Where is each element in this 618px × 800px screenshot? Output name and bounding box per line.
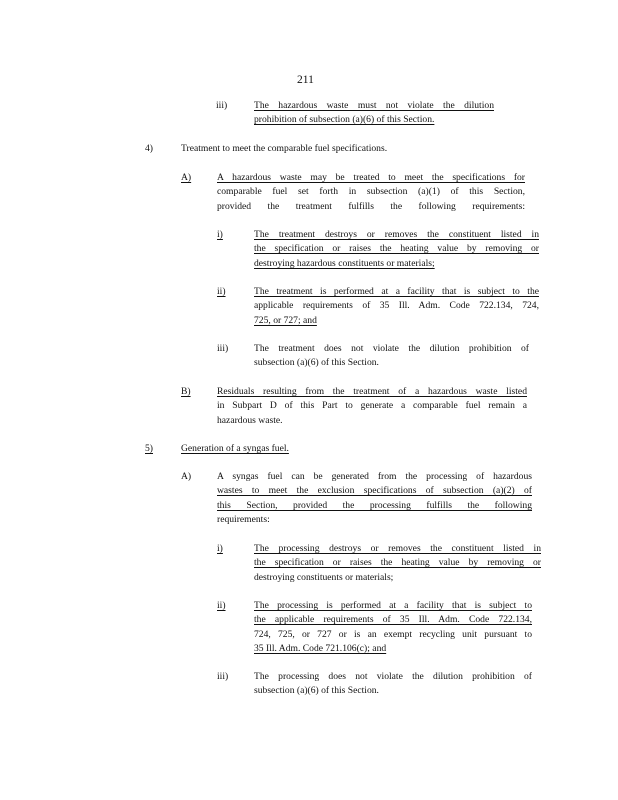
item-marker: iii) (217, 343, 229, 354)
item-marker: iii) (216, 100, 228, 111)
page-number: 211 (297, 74, 314, 86)
item-text: The hazardous waste must not violate the dilution prohibition of subsection (a)(6) of this Section. (254, 100, 494, 126)
item-text: Treatment to meet the comparable fuel specifications. (181, 143, 388, 154)
item-marker: ii) (217, 286, 226, 297)
item-text: A syngas fuel can be generated from the processing of hazardous wastes to meet the exclusion specifications of subsection (a)(2) of this Section, provided the processing fulfills the following requirements: (217, 471, 532, 525)
item-text: The processing is performed at a facility that is subject to the applicable requirements of 35 Ill. Adm. Code 722.134, 724, 725, or 727 or is an exempt recycling unit pursuant to 35 Ill. Adm. Code 721.106(c); and (254, 600, 532, 654)
item-text: The treatment destroys or removes the constituent listed in the specification or raises the heating value by removing or destroying hazardous constituents or materials; (254, 229, 539, 269)
item-marker: A) (181, 471, 192, 482)
item-marker: A) (181, 172, 192, 183)
item-marker: iii) (217, 671, 229, 682)
item-text: Generation of a syngas fuel. (181, 443, 289, 454)
item-text: The treatment does not violate the dilution prohibition of subsection (a)(6) of this Section. (254, 343, 529, 369)
item-marker: 4) (145, 143, 153, 154)
item-marker: ii) (217, 600, 226, 611)
item-text: Residuals resulting from the treatment of a hazardous waste listed in Subpart D of this Part to generate a comparable fuel remain a hazardous waste. (217, 386, 527, 426)
item-marker: i) (217, 229, 223, 240)
item-text: The processing does not violate the dilution prohibition of subsection (a)(6) of this Section. (254, 671, 532, 697)
item-text: A hazardous waste may be treated to meet the specifications for comparable fuel set forth in subsection (a)(1) of this Section, provided the treatment fulfills the following requirements: (217, 172, 525, 212)
item-marker: B) (181, 386, 191, 397)
item-text: The processing destroys or removes the constituent listed in the specification or raises the heating value by removing or destroying constituents or materials; (254, 543, 541, 583)
item-marker: 5) (145, 443, 153, 454)
item-text: The treatment is performed at a facility that is subject to the applicable requirements of 35 Ill. Adm. Code 722.134, 724, 725, or 727; and (254, 286, 539, 326)
item-marker: i) (217, 543, 223, 554)
